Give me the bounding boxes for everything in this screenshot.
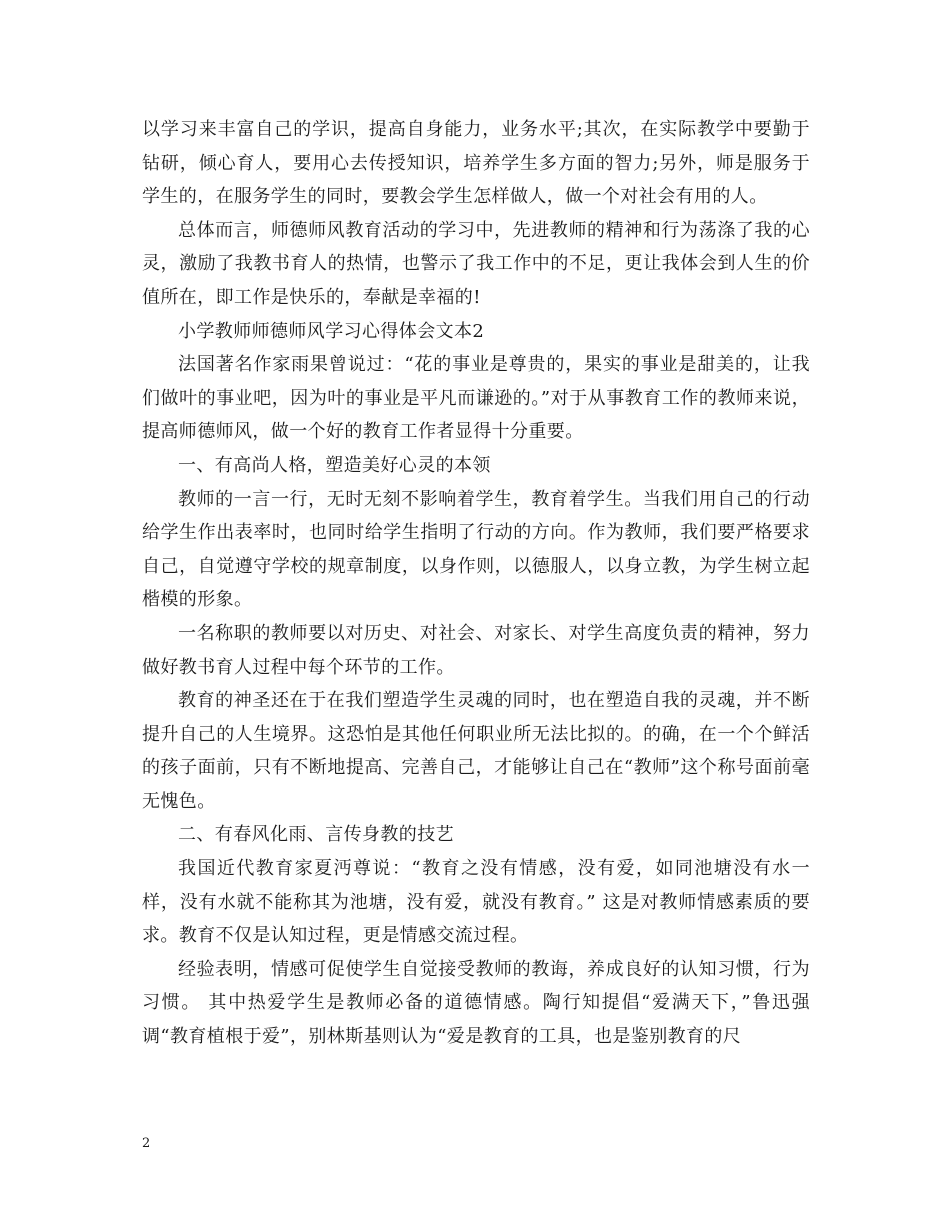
section-title: 小学教师师德师风学习心得体会文本2 [178,320,485,342]
paragraph-6: 教育的神圣还在于在我们塑造学生灵魂的同时，也在塑造自我的灵魂，并不断提升自己的人生境界。这恐怕是其他任何职业所无法比拟的。的确，在一个个鲜活的孩子面前，只有不断地提高、完善自己，才能够让自己在“教师”这个称号面前毫无愧色。 [142,690,810,812]
paragraph-7: 我国近代教育家夏沔尊说：“教育之没有情感，没有爱，如同池塘没有水一样，没有水就不能称其为池塘，没有爱，就没有教育。” 这是对教师情感素质的要求。教育不仅是认知过程，更是情感交流过程。 [142,858,810,947]
paragraph-8: 经验表明，情感可促使学生自觉接受教师的教诲，养成良好的认知习惯，行为习惯。 其中热爱学生是教师必备的道德情感。陶行知提倡“爱满天下，”鲁迅强调“教育植根于爱”，别林斯基则认为“爱是教育的工具，也是鉴别教育的尺 [142,958,810,1048]
page-number: 2 [142,1136,151,1151]
paragraph-3: 法国著名作家雨果曾说过：“花的事业是尊贵的，果实的事业是甜美的，让我们做叶的事业吧，因为叶的事业是平凡而谦逊的。”对于从事教育工作的教师来说，提高师德师风，做一个好的教育工作者显得十分重要。 [142,354,810,443]
heading-1: 一、有高尚人格，塑造美好心灵的本领 [178,454,491,476]
paragraph-4: 教师的一言一行，无时无刻不影响着学生，教育着学生。当我们用自己的行动给学生作出表率时，也同时给学生指明了行动的方向。作为教师，我们要严格要求自己，自觉遵守学校的规章制度，以身作则，以德服人，以身立教，为学生树立起楷模的形象。 [142,488,810,611]
document-body [142,113,810,1054]
paragraph-1: 以学习来丰富自己的学识，提高自身能力，业务水平;其次，在实际教学中要勤于钻研，倾心育人，要用心去传授知识，培养学生多方面的智力;另外，师是服务于学生的，在服务学生的同时，要教会学生怎样做人，做一个对社会有用的人。 [142,119,810,208]
paragraph-5: 一名称职的教师要以对历史、对社会、对家长、对学生高度负责的精神，努力做好教书育人过程中每个环节的工作。 [142,622,810,678]
heading-2: 二、有春风化雨、言传身教的技艺 [178,824,454,846]
paragraph-2: 总体而言，师德师风教育活动的学习中，先进教师的精神和行为荡涤了我的心灵，激励了我教书育人的热情，也警示了我工作中的不足，更让我体会到人生的价值所在，即工作是快乐的，奉献是幸福的! [142,219,810,308]
